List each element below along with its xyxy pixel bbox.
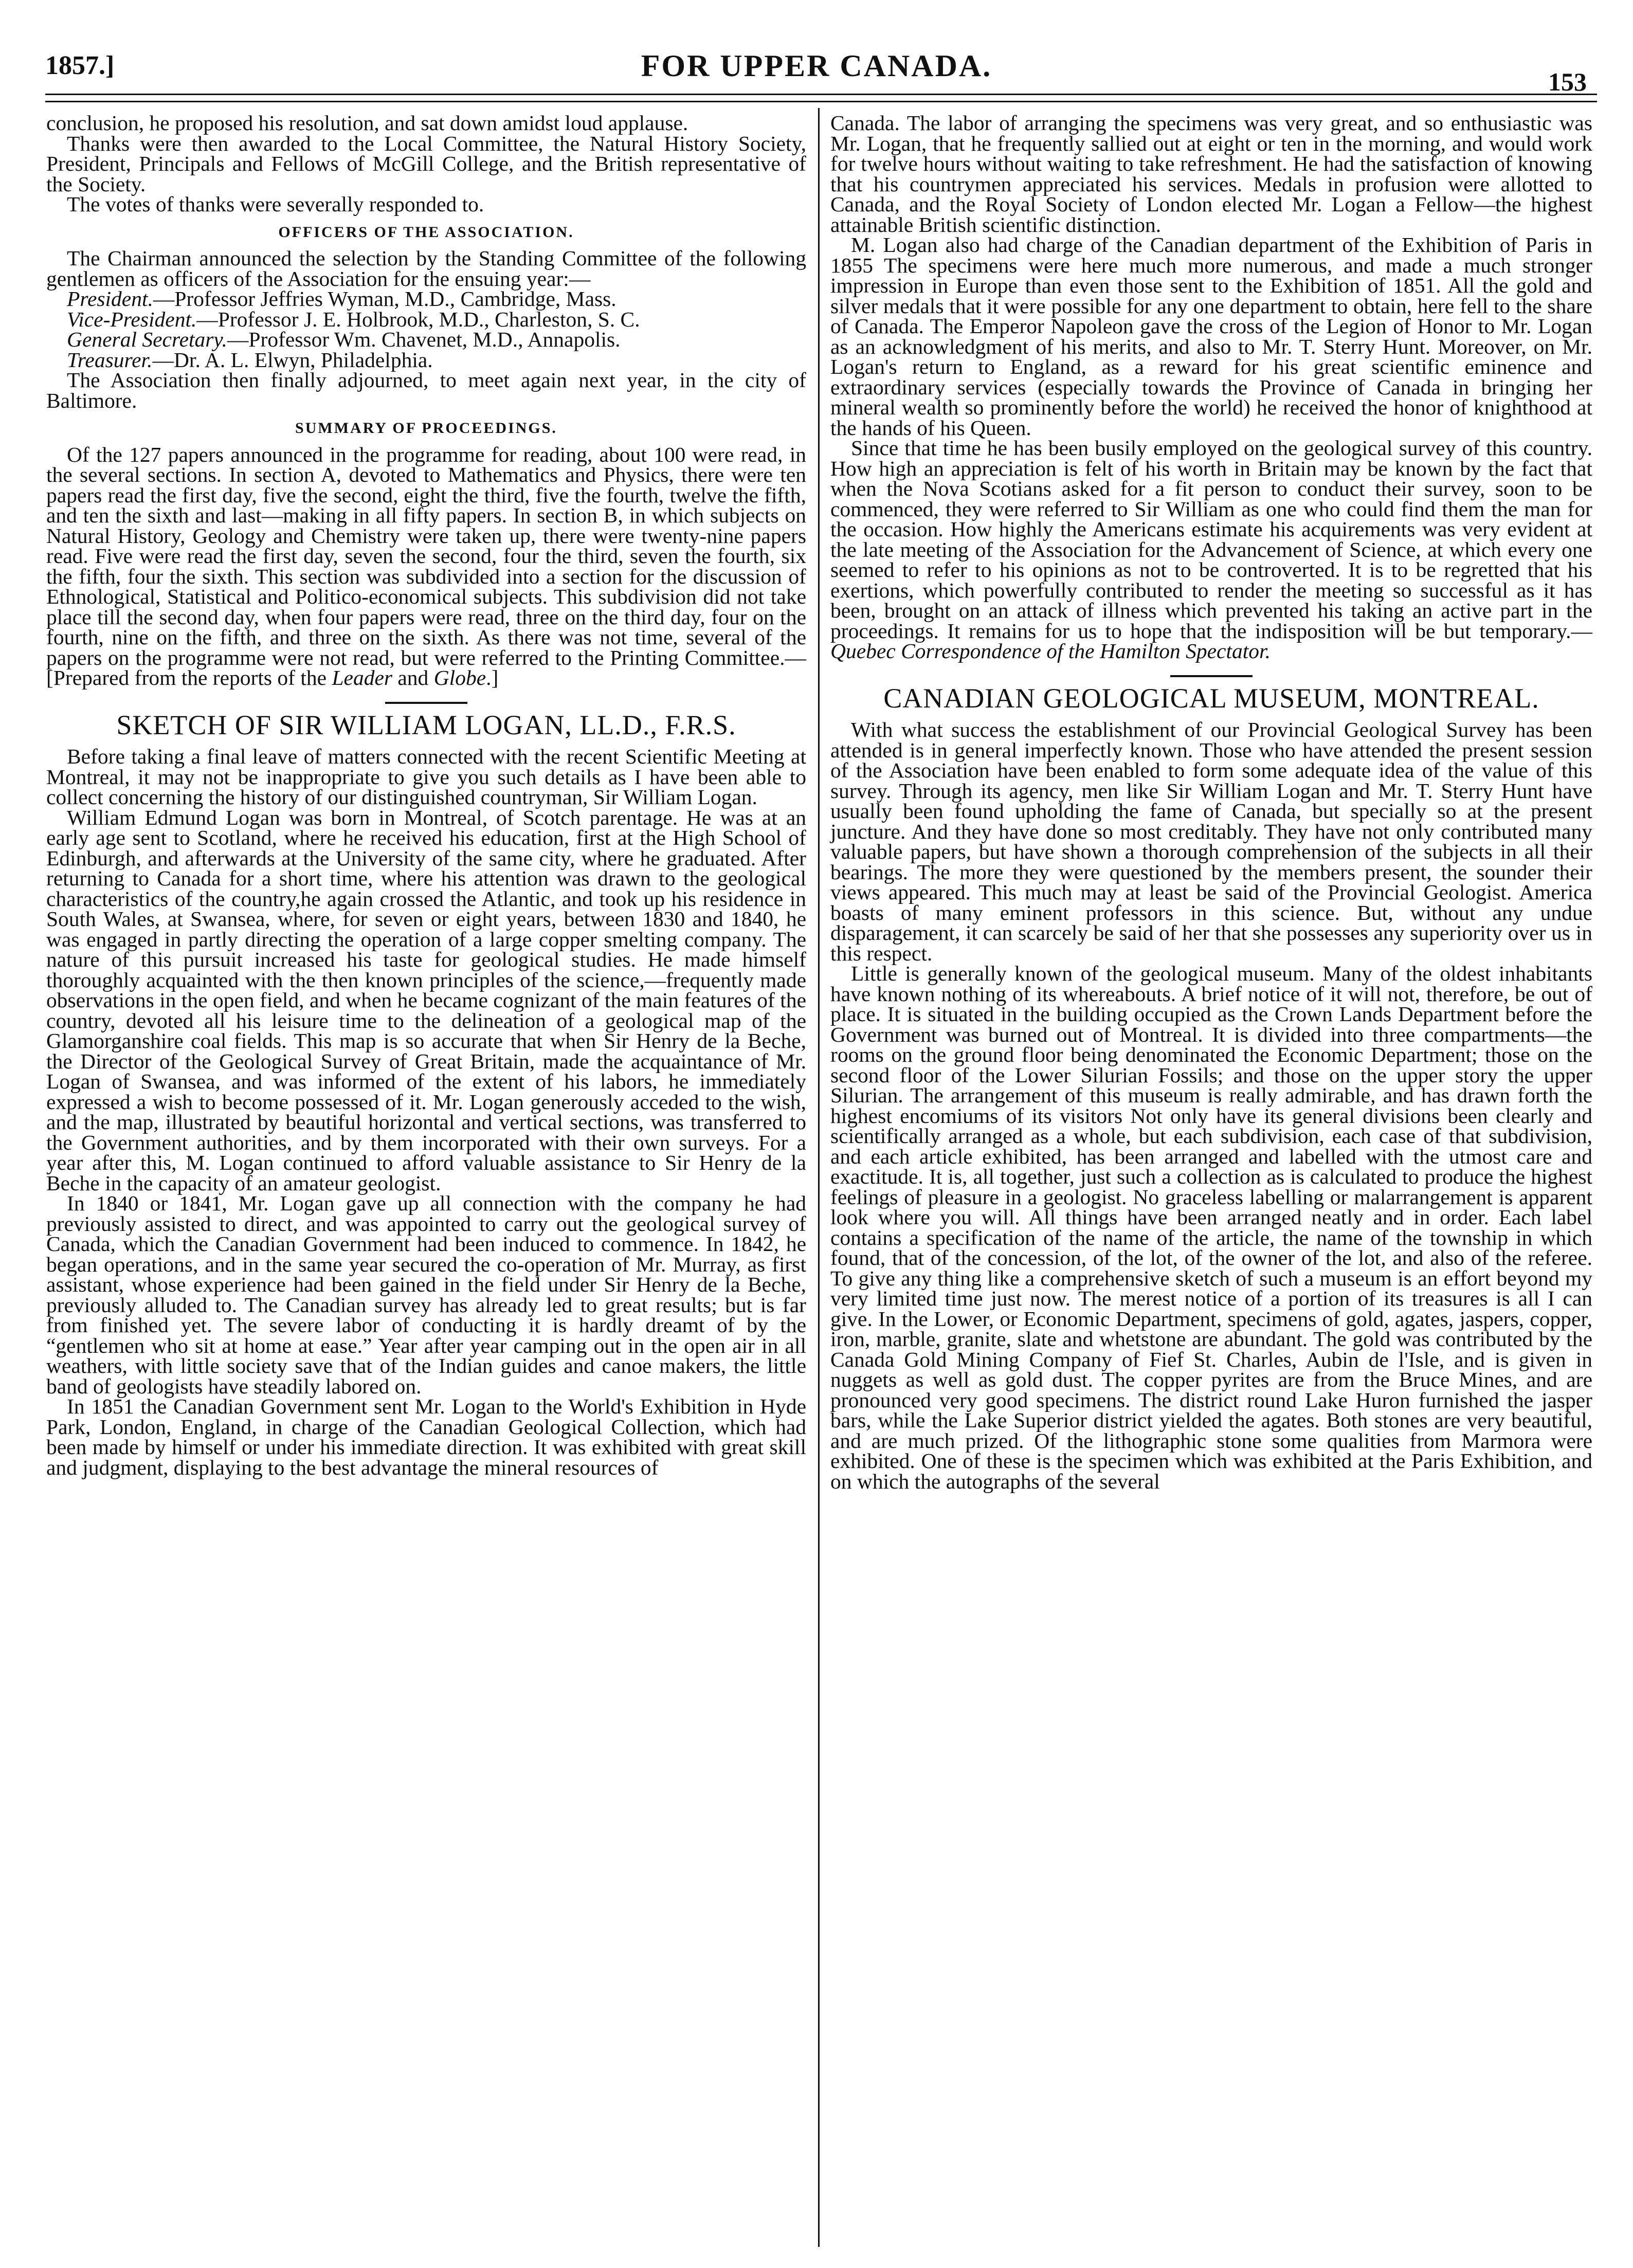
officer-name: —Professor J. E. Holbrook, M.D., Charleston, S. C. bbox=[196, 307, 640, 331]
left-column bbox=[46, 113, 806, 1478]
sketch-heading: SKETCH OF SIR WILLIAM LOGAN, LL.D., F.R.S. bbox=[116, 709, 736, 740]
paragraph-text: Of the 127 papers announced in the programme for reading, about 100 were read, in the several sections. In section A, devoted to Mathematics and Physics, there were ten papers read the first day, five the second, eight the third, five the fourth, twelve the fifth, and ten the sixth and last—making in all fifty papers. In section B, in which subjects on Natural History, Geology and Chemistry were taken up, there were twenty-nine papers read. Five were read the first day, seven the second, four the third, seven the fourth, six the fifth, four the sixth. This section was subdivided into a section for the discussion of Ethnological, Statistical and Politico-economical subjects. This subdivision did not take place till the second day, when four papers were read, three on the third day, four on the fourth, nine on the fifth, and three on the sixth. As there was not time, several of the papers on the programme were not read, but were referred to the Printing Committee.—[Prepared from the reports of the bbox=[46, 442, 806, 690]
header-rule-top bbox=[45, 94, 1597, 95]
officer-role: General Secretary. bbox=[67, 328, 227, 351]
source-leader: Leader bbox=[332, 666, 393, 690]
paragraph: M. Logan also had charge of the Canadian department of the Exhibition of Paris in 1855 The specimens were here much more numerous, and made a much stronger impression in Europe than even those sent to the Exhibition of 1851. All the gold and silver medals that it were possible for any one department to obtain, here fell to the share of Canada. The Emperor Napoleon gave the cross of the Legion of Honor to Mr. Logan as an acknowledgment of his merits, and also to Mr. T. Sterry Hunt. Moreover, on Mr. Logan's return to England, as a reward for his great scientific eminence and extraordinary services (especially towards the Province of Canada in bringing her mineral wealth so prominently before the world) he received the honor of knighthood at the hands of his Queen. bbox=[830, 233, 1592, 440]
officer-line bbox=[46, 307, 806, 331]
officer-line bbox=[46, 289, 806, 310]
right-column bbox=[830, 113, 1592, 1492]
officer-line bbox=[46, 330, 806, 350]
paragraph: Thanks were then awarded to the Local Committee, the Natural History Society, President, Principals and Fellows of McGill College, and the British representative of the Society. bbox=[46, 131, 806, 196]
header-title: FOR UPPER CANADA. bbox=[641, 49, 992, 83]
header-year: 1857.] bbox=[45, 51, 115, 80]
paragraph: With what success the establishment of our Provincial Geological Survey has been attended is in general imperfectly known. Those who have attended the present session of the Association have been enabled to form some adequate idea of the value of this survey. Through its agency, men like Sir William Logan and Mr. T. Sterry Hunt have usually been found upholding the fame of Canada, but specially so at the present juncture. And they have done so most creditably. They have not only contributed many valuable papers, but have shown a thorough comprehension of the subjects in all their bearings. The more they were questioned by the members present, the sounder their views appeared. This much may at least be said of the Provincial Geologist. America boasts of many eminent professors in this science. But, without any undue disparagement, it can scarcely be said of her that she possesses any superiority over us in this respect. bbox=[830, 718, 1592, 965]
summary-heading: SUMMARY OF PROCEEDINGS. bbox=[295, 420, 557, 437]
officer-role: President. bbox=[67, 287, 153, 311]
paragraph: In 1840 or 1841, Mr. Logan gave up all connection with the company he had previously assisted to direct, and was appointed to carry out the geological survey of Canada, which the Canadian Government had been induced to commence. In 1842, he began operations, and in the same year secured the co-operation of Mr. Murray, as first assistant, whose experience had been gained in the field under Sir Henry de la Beche, previously alluded to. The Canadian survey has already led to great results; but is far from finished yet. The severe labor of conducting it is hardly dreamt of by the “gentlemen who sit at home at ease.” Year after year camping out in the open air in all weathers, with little society save that of the Indian guides and canoe makers, the little band of geologists have steadily labored on. bbox=[46, 1191, 806, 1398]
paragraph: The votes of thanks were severally responded to. bbox=[67, 192, 484, 216]
paragraph: Little is generally known of the geological museum. Many of the oldest inhabitants have known nothing of its whereabouts. A brief notice of it will not, therefore, be out of place. It is situated in the building occupied as the Crown Lands Department before the Government was burned out of Montreal. It is divided into three compartments—the rooms on the ground floor being denominated the Economic Department; those on the second floor of the Lower Silurian Fossils; and those on the upper story the upper Silurian. The arrangement of this museum is really admirable, and has drawn forth the highest encomiums of its visitors Not only have its general divisions been clearly and scientifically arranged as a whole, but each subdivision, each case of that subdivision, and each article exhibited, has been arranged and labelled with the utmost care and exactitude. It is, all together, just such a collection as is calculated to produce the highest feelings of pleasure in a geologist. No graceless labelling or malarrangement is apparent look where you will. All things have been arranged neatly and in order. Each label contains a specification of the name of the article, the name of the township in which found, that of the concession, of the lot, of the owner of the lot, and also of the referee. To give any thing like a comprehensive sketch of such a museum is an effort beyond my very limited time just now. The merest notice of a portion of its treasures is all I can give. In the Lower, or Economic Department, specimens of gold, agates, jaspers, copper, iron, marble, granite, slate and whetstone are abundant. The gold was contributed by the Canada Gold Mining Company of Fief St. Charles, Aubin de l'Isle, and is given in nuggets as well as gold dust. The copper pyrites are from the Bruce Mines, and are pronounced very good specimens. The district round Lake Huron furnished the jasper bars, while the Lake Superior district yielded the agates. Both stones are very beautiful, and are much prized. Of the lithographic stone some qualities from Marmora were exhibited. One of these is the specimen which was exhibited at the Paris Exhibition, and on which the autographs of the several bbox=[830, 961, 1592, 1493]
paragraph: The Association then finally adjourned, to meet again next year, in the city of Baltimore. bbox=[46, 368, 806, 412]
header-page-number: 153 bbox=[1548, 67, 1587, 96]
officer-role: Vice-President. bbox=[67, 307, 197, 331]
paragraph-text: Since that time he has been busily employed on the geological survey of this country. How high an appreciation is felt of his worth in Britain may be known by the fact that when the Nova Scotians asked for a fit person to conduct their survey, soon to be commenced, they were referred to Sir William as one who could find them the man for the occasion. How highly the Americans estimate his acquirements was very evident at the late meeting of the Association for the Advancement of Science, at which every one seemed to refer to his opinions as not to be controverted. It is to be regretted that his exertions, which powerfully contributed to render the meeting so successful as it has been, brought on an attack of illness which prevented his taking an active part in the proceedings. It remains for us to hope that the indisposition will be but temporary.— bbox=[830, 436, 1592, 643]
officer-line bbox=[46, 350, 806, 371]
column-divider bbox=[818, 108, 820, 2247]
paragraph bbox=[830, 438, 1592, 662]
officer-name: —Professor Jeffries Wyman, M.D., Cambridge, Mass. bbox=[153, 287, 616, 311]
paragraph-text: and bbox=[392, 666, 434, 690]
officer-role: Treasurer. bbox=[67, 348, 153, 372]
museum-heading: CANADIAN GEOLOGICAL MUSEUM, MONTREAL. bbox=[883, 682, 1539, 714]
paragraph: William Edmund Logan was born in Montreal, of Scotch parentage. He was at an early age sent to Scotland, where he received his education, first at the High School of Edinburgh, and afterwards at the University of the same city, where he graduated. After returning to Canada for a short time, where his attention was drawn to the geological characteristics of the country,he again crossed the Atlantic, and took up his residence in South Wales, at Swansea, where, for seven or eight years, between 1830 and 1840, he was engaged in partly directing the operation of a large copper smelting company. The nature of this pursuit increased his taste for geological studies. He made himself thoroughly acquainted with the then known principles of the science,—frequently made observations in the open field, and when he became cognizant of the main features of the country, devoted all his leisure time to the delineation of a geological map of the Glamorganshire coal fields. This map is so accurate that when Sir Henry de la Beche, the Director of the Geological Survey of Great Britain, made the acquaintance of Mr. Logan of Swansea, and was informed of the extent of his labors, he immediately expressed a wish to become possessed of it. Mr. Logan generously acceded to the wish, and the map, illustrated by beautiful horizontal and vertical sections, was transferred to the Government authorities, and by them incorporated with their own surveys. For a year after this, M. Logan continued to afford valuable assistance to Sir Henry de la Beche in the capacity of an amateur geologist. bbox=[46, 805, 806, 1195]
source-globe: Globe bbox=[433, 666, 486, 690]
paragraph: Canada. The labor of arranging the specimens was very great, and so enthusiastic was Mr. Logan, that he frequently sallied out at eight or ten in the morning, and would work for twelve hours without waiting to take refreshment. He had the satisfaction of knowing that his countrymen appreciated his services. Medals in profusion were allotted to Canada, and the Royal Society of London elected Mr. Logan a Fellow—the highest attainable British scientific distinction. bbox=[830, 111, 1592, 237]
paragraph: Before taking a final leave of matters connected with the recent Scientific Meeting at Montreal, it may not be inappropriate to give you such details as I have been able to collect concerning the history of our distinguished countryman, Sir William Logan. bbox=[46, 745, 806, 809]
source-attribution: Quebec Correspondence of the Hamilton Spectator. bbox=[830, 639, 1271, 663]
header-rule-bottom bbox=[45, 101, 1597, 102]
officer-name: —Dr. A. L. Elwyn, Philadelphia. bbox=[152, 348, 433, 372]
paragraph bbox=[46, 442, 806, 690]
paragraph: The Chairman announced the selection by the Standing Committee of the following gentlemen as officers of the Association for the ensuing year:— bbox=[46, 246, 806, 291]
officers-heading: OFFICERS OF THE ASSOCIATION. bbox=[278, 223, 574, 241]
section-rule bbox=[385, 702, 467, 704]
paragraph-text: .] bbox=[486, 666, 499, 690]
paragraph: conclusion, he proposed his resolution, and sat down amidst loud applause. bbox=[46, 111, 688, 135]
section-rule bbox=[1170, 675, 1253, 677]
officer-name: —Professor Wm. Chavenet, M.D., Annapolis. bbox=[227, 328, 621, 351]
paragraph: In 1851 the Canadian Government sent Mr. Logan to the World's Exhibition in Hyde Park, London, England, in charge of the Canadian Geological Collection, which had been made by himself or under his immediate direction. It was exhibited with great skill and judgment, displaying to the best advantage the mineral resources of bbox=[46, 1394, 806, 1479]
